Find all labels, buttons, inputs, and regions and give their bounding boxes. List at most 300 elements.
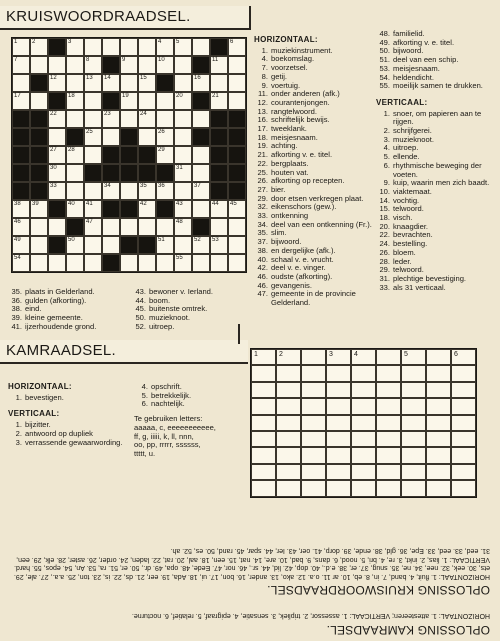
kam-cell[interactable] (451, 398, 476, 414)
kam-cell[interactable] (426, 431, 451, 447)
grid-block (138, 236, 156, 254)
horizontaal-heading: HORIZONTAAL: (254, 35, 318, 44)
clue-number: 47. (257, 289, 268, 299)
grid-cell[interactable] (102, 38, 120, 56)
clue-number: 11. (258, 89, 268, 99)
kam-cell[interactable] (326, 447, 351, 463)
grid-cell[interactable] (120, 218, 138, 236)
kam-cell[interactable] (351, 415, 376, 431)
kam-cell[interactable] (276, 431, 301, 447)
kam-cell[interactable] (451, 431, 476, 447)
grid-cell[interactable] (66, 236, 84, 254)
kam-cell[interactable] (276, 415, 301, 431)
grid-cell[interactable] (174, 200, 192, 218)
grid-cell[interactable] (12, 38, 30, 56)
kam-cell[interactable] (251, 447, 276, 463)
kam-cell[interactable] (426, 480, 451, 496)
grid-cell[interactable] (228, 254, 246, 272)
grid-cell[interactable] (84, 56, 102, 74)
clue-number: 16. (257, 115, 268, 125)
grid-cell[interactable] (84, 218, 102, 236)
grid-cell[interactable] (156, 110, 174, 128)
clue-number: 12. (257, 97, 268, 107)
kam-cell[interactable] (301, 447, 326, 463)
grid-cell[interactable] (156, 218, 174, 236)
clue-number: 38. (11, 304, 22, 314)
grid-number: 55 (176, 255, 183, 261)
clue-number: 27. (257, 184, 268, 194)
kam-cell[interactable] (451, 480, 476, 496)
grid-cell[interactable] (66, 200, 84, 218)
grid-cell[interactable] (192, 38, 210, 56)
grid-cell[interactable] (192, 182, 210, 200)
clue-text: buitenste omtrek. (149, 304, 208, 314)
kam-cell[interactable] (376, 398, 401, 414)
grid-number: 52 (194, 237, 201, 243)
grid-cell[interactable] (30, 92, 48, 110)
kam-cell[interactable] (376, 365, 401, 381)
grid-number: 22 (50, 111, 57, 117)
crossword-extra-clues (376, 30, 494, 292)
grid-cell[interactable] (156, 128, 174, 146)
grid-number: 7 (14, 57, 18, 63)
kam-cell[interactable] (451, 415, 476, 431)
grid-cell[interactable] (228, 218, 246, 236)
clue-text: nachtelijk. (151, 399, 185, 409)
grid-cell[interactable] (228, 236, 246, 254)
grid-cell[interactable] (228, 92, 246, 110)
clue-text: snoer, om papieren aan te rijgen. (393, 108, 482, 127)
grid-cell[interactable] (84, 146, 102, 164)
grid-cell[interactable] (138, 74, 156, 92)
clue-number: 24. (379, 239, 390, 249)
clue-number: 18. (379, 213, 390, 223)
grid-cell[interactable] (228, 38, 246, 56)
clue-text: schaal v. e. vrucht. (271, 254, 334, 264)
kam-verticaal-heading: VERTICAAL: (8, 409, 60, 419)
grid-cell[interactable] (138, 92, 156, 110)
grid-cell[interactable] (192, 164, 210, 182)
kam-cell[interactable] (426, 447, 451, 463)
grid-cell[interactable] (174, 92, 192, 110)
grid-cell[interactable] (120, 92, 138, 110)
clue-text: en dergelijke (afk.). (271, 245, 336, 255)
crossword-title: KRUISWOORDRAADSEL. (6, 8, 191, 25)
grid-cell[interactable] (138, 182, 156, 200)
grid-cell[interactable] (138, 56, 156, 74)
grid-cell[interactable] (30, 200, 48, 218)
grid-number: 42 (140, 201, 147, 207)
grid-cell[interactable] (66, 182, 84, 200)
clue-text: afkorting v. e. titel. (271, 150, 333, 160)
grid-cell[interactable] (84, 200, 102, 218)
grid-cell[interactable] (102, 236, 120, 254)
grid-cell[interactable] (66, 38, 84, 56)
grid-block (102, 200, 120, 218)
kam-cell[interactable] (376, 480, 401, 496)
grid-cell[interactable] (12, 56, 30, 74)
grid-cell[interactable] (174, 74, 192, 92)
grid-block (120, 200, 138, 218)
kam-cell[interactable] (451, 447, 476, 463)
kam-cell[interactable] (376, 349, 401, 365)
clue-text: deel v. e. vinger. (271, 263, 326, 273)
grid-cell[interactable] (138, 128, 156, 146)
kam-cell[interactable] (351, 464, 376, 480)
kam-cell[interactable] (401, 464, 426, 480)
kam-cell[interactable] (351, 365, 376, 381)
kam-cell[interactable] (301, 431, 326, 447)
kam-cell[interactable] (301, 464, 326, 480)
grid-cell[interactable] (84, 38, 102, 56)
grid-number: 49 (14, 237, 21, 243)
grid-cell[interactable] (210, 74, 228, 92)
clue-number: 41. (11, 321, 22, 331)
grid-block (12, 164, 30, 182)
kam-cell[interactable] (301, 480, 326, 496)
clue-text: uitroep. (149, 321, 175, 331)
clue-number: 10. (379, 186, 390, 196)
grid-number: 46 (14, 219, 21, 225)
grid-cell[interactable] (84, 128, 102, 146)
kam-cell[interactable] (251, 464, 276, 480)
kam-cell[interactable] (451, 349, 476, 365)
grid-cell[interactable] (174, 38, 192, 56)
grid-cell[interactable] (84, 92, 102, 110)
kam-cell[interactable] (301, 398, 326, 414)
grid-cell[interactable] (30, 38, 48, 56)
grid-cell[interactable] (84, 236, 102, 254)
kam-cell[interactable] (276, 398, 301, 414)
clue-number: 2. (15, 428, 22, 438)
grid-cell[interactable] (48, 218, 66, 236)
clue-text: rhythmische beweging der voeten. (393, 160, 482, 179)
kam-cell[interactable] (251, 365, 276, 381)
letters-line: aaaaa, c, eeeeeeeeeee, (134, 422, 216, 432)
grid-cell[interactable] (156, 146, 174, 164)
grid-cell[interactable] (138, 110, 156, 128)
grid-cell[interactable] (156, 92, 174, 110)
kam-cell[interactable] (326, 398, 351, 414)
grid-cell[interactable] (210, 218, 228, 236)
kam-cell[interactable] (401, 349, 426, 365)
kamraadsel-title: KAMRAADSEL. (6, 342, 116, 359)
kam-cell[interactable] (326, 480, 351, 496)
grid-cell[interactable] (66, 110, 84, 128)
kam-cell[interactable] (401, 398, 426, 414)
clue-number: 19. (257, 141, 268, 151)
grid-cell[interactable] (120, 56, 138, 74)
grid-cell[interactable] (156, 38, 174, 56)
kam-cell[interactable] (251, 349, 276, 365)
grid-cell[interactable] (120, 110, 138, 128)
grid-cell[interactable] (12, 254, 30, 272)
kam-cell[interactable] (251, 480, 276, 496)
grid-cell[interactable] (228, 74, 246, 92)
clue-number: 25. (257, 167, 268, 177)
grid-block (192, 56, 210, 74)
grid-cell[interactable] (48, 128, 66, 146)
kam-cell[interactable] (401, 382, 426, 398)
grid-cell[interactable] (210, 56, 228, 74)
grid-number: 5 (176, 39, 180, 45)
kam-cell[interactable] (351, 480, 376, 496)
grid-cell[interactable] (138, 200, 156, 218)
grid-cell[interactable] (48, 254, 66, 272)
kam-number: 6 (454, 351, 458, 358)
grid-number: 29 (158, 147, 165, 153)
kam-cell[interactable] (376, 464, 401, 480)
grid-cell[interactable] (174, 128, 192, 146)
grid-block (192, 92, 210, 110)
grid-cell[interactable] (48, 74, 66, 92)
grid-cell[interactable] (210, 200, 228, 218)
grid-number: 30 (50, 165, 57, 171)
clue-number: 1. (15, 420, 22, 430)
kam-cell[interactable] (451, 365, 476, 381)
grid-cell[interactable] (174, 182, 192, 200)
grid-cell[interactable] (102, 218, 120, 236)
kam-cell[interactable] (401, 431, 426, 447)
kam-cell[interactable] (376, 447, 401, 463)
kam-cell[interactable] (401, 415, 426, 431)
clue-number: 40. (257, 254, 268, 264)
grid-cell[interactable] (120, 254, 138, 272)
grid-cell[interactable] (174, 254, 192, 272)
grid-cell[interactable] (174, 218, 192, 236)
grid-cell[interactable] (66, 164, 84, 182)
grid-cell[interactable] (156, 254, 174, 272)
grid-cell[interactable] (102, 110, 120, 128)
grid-block (66, 128, 84, 146)
grid-cell[interactable] (156, 236, 174, 254)
clue-number: 34. (257, 219, 268, 229)
verticaal-list (376, 110, 494, 293)
clue-text: rangtelwoord. (271, 106, 318, 116)
kam-cell[interactable] (301, 382, 326, 398)
grid-cell[interactable] (138, 254, 156, 272)
clue-item (8, 394, 128, 403)
kam-cell[interactable] (401, 447, 426, 463)
grid-block (48, 200, 66, 218)
clue-text: telwoord. (393, 265, 424, 275)
grid-cell[interactable] (138, 38, 156, 56)
grid-cell[interactable] (84, 182, 102, 200)
kam-cell[interactable] (326, 464, 351, 480)
kam-cell[interactable] (326, 365, 351, 381)
grid-number: 18 (68, 93, 75, 99)
clue-text: afkorting op recepten. (271, 176, 345, 186)
grid-cell[interactable] (48, 182, 66, 200)
grid-cell[interactable] (192, 254, 210, 272)
kam-number: 1 (254, 351, 258, 358)
grid-cell[interactable] (228, 200, 246, 218)
grid-cell[interactable] (84, 110, 102, 128)
kam-cell[interactable] (251, 382, 276, 398)
kam-cell[interactable] (451, 464, 476, 480)
clue-number: 18. (257, 132, 268, 142)
kam-cell[interactable] (251, 431, 276, 447)
section-divider (238, 324, 240, 344)
clue-number: 9. (261, 80, 268, 90)
clue-number: 2. (383, 126, 390, 136)
grid-cell[interactable] (48, 164, 66, 182)
grid-cell[interactable] (156, 56, 174, 74)
grid-block (102, 164, 120, 182)
grid-cell[interactable] (156, 182, 174, 200)
grid-cell[interactable] (12, 92, 30, 110)
grid-cell[interactable] (102, 74, 120, 92)
kam-cell[interactable] (426, 464, 451, 480)
clue-text: ontkenning (271, 211, 309, 221)
kam-cell[interactable] (376, 382, 401, 398)
grid-cell[interactable] (192, 110, 210, 128)
clue-text: bevrachten. (393, 230, 433, 240)
kam-cell[interactable] (326, 349, 351, 365)
grid-cell[interactable] (12, 200, 30, 218)
grid-block (30, 146, 48, 164)
clue-text: familielid. (393, 29, 425, 38)
grid-cell[interactable] (12, 218, 30, 236)
kam-cell[interactable] (351, 349, 376, 365)
grid-cell[interactable] (174, 110, 192, 128)
grid-cell[interactable] (174, 236, 192, 254)
grid-cell[interactable] (12, 236, 30, 254)
kam-cell[interactable] (276, 349, 301, 365)
kam-cell[interactable] (376, 415, 401, 431)
kam-cell[interactable] (351, 382, 376, 398)
clue-number: 4. (261, 54, 268, 64)
grid-cell[interactable] (138, 218, 156, 236)
grid-cell[interactable] (48, 146, 66, 164)
kam-cell[interactable] (326, 431, 351, 447)
kam-horizontaal-list (8, 394, 128, 403)
clue-number: 53. (379, 63, 390, 73)
grid-block (156, 74, 174, 92)
grid-cell[interactable] (30, 254, 48, 272)
grid-cell[interactable] (192, 200, 210, 218)
grid-cell[interactable] (120, 182, 138, 200)
clue-text: moeilijk samen te drukken. (393, 81, 483, 91)
kam-cell[interactable] (251, 415, 276, 431)
kam-cell[interactable] (426, 365, 451, 381)
grid-block (12, 182, 30, 200)
kam-horizontaal-heading: HORIZONTAAL: (8, 382, 72, 391)
kam-cell[interactable] (401, 480, 426, 496)
clue-number: 26. (257, 176, 268, 186)
clue-number: 31. (379, 273, 390, 283)
kam-cell[interactable] (251, 398, 276, 414)
grid-cell[interactable] (174, 56, 192, 74)
grid-cell[interactable] (48, 110, 66, 128)
kamraadsel-horizontaal (8, 383, 128, 447)
kam-number: 2 (279, 351, 283, 358)
kam-cell[interactable] (301, 415, 326, 431)
grid-block (156, 164, 174, 182)
kam-cell[interactable] (426, 382, 451, 398)
grid-cell[interactable] (30, 218, 48, 236)
grid-cell[interactable] (120, 38, 138, 56)
grid-cell[interactable] (30, 56, 48, 74)
clue-number: 4. (141, 382, 148, 391)
grid-block (192, 128, 210, 146)
grid-cell[interactable] (120, 74, 138, 92)
grid-cell[interactable] (192, 146, 210, 164)
grid-cell[interactable] (210, 92, 228, 110)
grid-cell[interactable] (30, 236, 48, 254)
grid-cell[interactable] (174, 146, 192, 164)
clue-number: 45. (135, 304, 146, 314)
kam-cell[interactable] (426, 398, 451, 414)
clue-number: 55. (379, 81, 390, 91)
clue-number: 33. (257, 211, 268, 221)
grid-cell[interactable] (192, 236, 210, 254)
clue-text: bijwoord. (271, 237, 302, 247)
grid-cell[interactable] (192, 74, 210, 92)
clue-text: ijzerhoudende grond. (25, 321, 97, 331)
grid-cell[interactable] (102, 182, 120, 200)
grid-cell[interactable] (48, 56, 66, 74)
kam-cell[interactable] (351, 447, 376, 463)
grid-cell[interactable] (66, 92, 84, 110)
grid-cell[interactable] (174, 164, 192, 182)
grid-number: 6 (230, 39, 234, 45)
grid-block (66, 218, 84, 236)
grid-cell[interactable] (84, 74, 102, 92)
kam-cell[interactable] (276, 480, 301, 496)
grid-block (84, 164, 102, 182)
kam-cell[interactable] (451, 382, 476, 398)
kam-cell[interactable] (301, 349, 326, 365)
kam-cell[interactable] (276, 447, 301, 463)
kam-cell[interactable] (351, 398, 376, 414)
kam-cell[interactable] (401, 365, 426, 381)
kam-cell[interactable] (326, 382, 351, 398)
grid-cell[interactable] (66, 56, 84, 74)
grid-cell[interactable] (84, 254, 102, 272)
letters-heading: Te gebruiken letters: (134, 414, 203, 424)
clue-text: antwoord op dupliek (25, 428, 93, 438)
grid-cell[interactable] (66, 146, 84, 164)
grid-block (30, 110, 48, 128)
grid-cell[interactable] (228, 56, 246, 74)
grid-cell[interactable] (12, 74, 30, 92)
kam-cell[interactable] (301, 365, 326, 381)
grid-number: 40 (68, 201, 75, 207)
grid-number: 11 (212, 57, 219, 63)
kam-cell[interactable] (376, 431, 401, 447)
kam-cell[interactable] (276, 365, 301, 381)
grid-cell[interactable] (210, 254, 228, 272)
kam-cell[interactable] (276, 464, 301, 480)
grid-cell[interactable] (66, 74, 84, 92)
kam-cell[interactable] (426, 349, 451, 365)
kam-horizontaal-right-list (134, 383, 246, 409)
kam-cell[interactable] (326, 415, 351, 431)
kam-cell[interactable] (351, 431, 376, 447)
grid-cell[interactable] (210, 236, 228, 254)
clue-text: uitroep. (393, 143, 419, 153)
grid-block (30, 182, 48, 200)
kam-cell[interactable] (276, 382, 301, 398)
clue-item (8, 323, 130, 332)
grid-cell[interactable] (102, 128, 120, 146)
kam-cell[interactable] (426, 415, 451, 431)
clue-text: muziekinstrument. (271, 45, 333, 55)
grid-cell[interactable] (66, 254, 84, 272)
kamraadsel-grid (250, 348, 477, 498)
clue-number: 26. (379, 247, 390, 257)
